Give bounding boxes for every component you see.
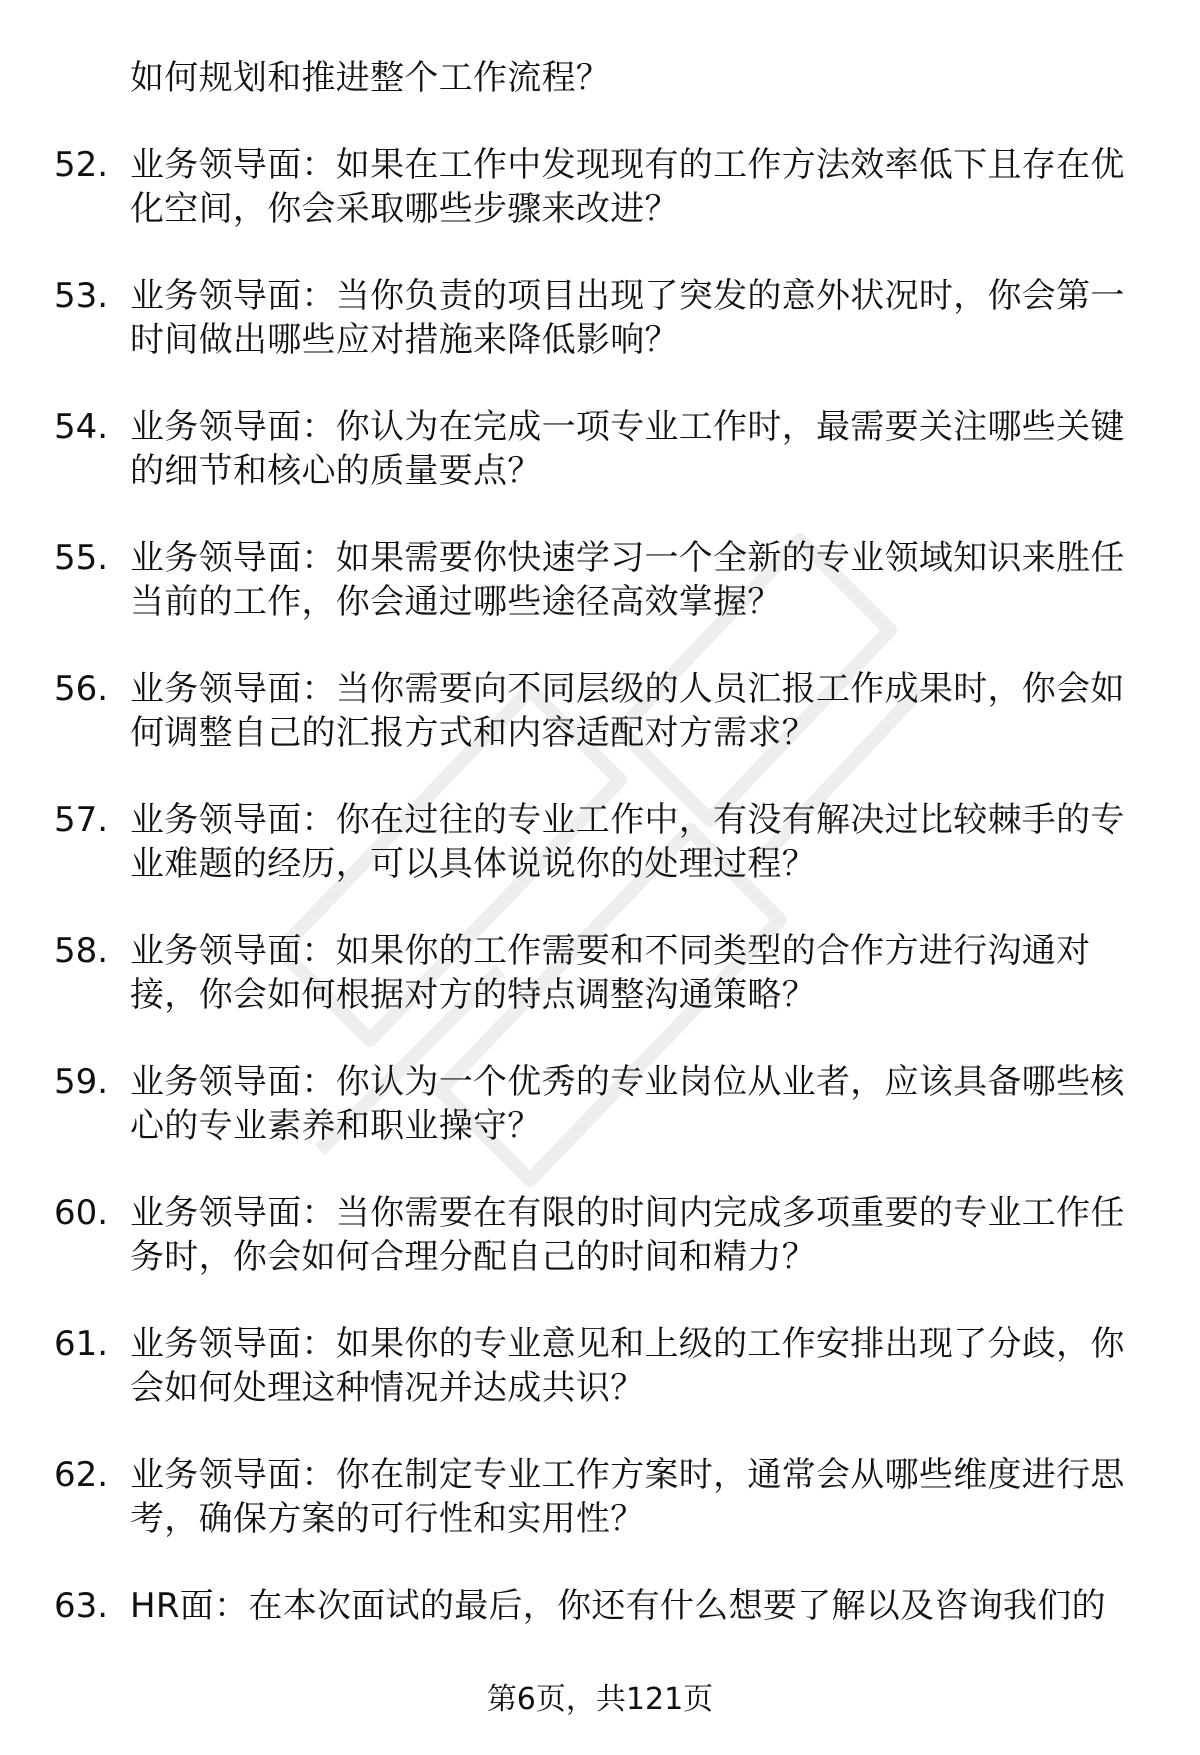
question-text: 如何规划和推进整个工作流程？ bbox=[130, 58, 611, 98]
question-text: HR面：在本次面试的最后，你还有什么想要了解以及咨询我们的 bbox=[130, 1586, 1106, 1626]
question-text: 业务领导面：如果在工作中发现现有的工作方法效率低下且存在优化空间，你会采取哪些步骤来改进？ bbox=[130, 145, 1125, 229]
question-number: 53. bbox=[54, 276, 109, 316]
list-item bbox=[0, 929, 1200, 1017]
question-number: 62. bbox=[54, 1455, 109, 1495]
question-text: 业务领导面：当你负责的项目出现了突发的意外状况时，你会第一时间做出哪些应对措施来降低影响？ bbox=[130, 276, 1125, 360]
list-item bbox=[0, 143, 1200, 231]
list-item bbox=[0, 1453, 1200, 1541]
list-item bbox=[0, 56, 1200, 100]
question-number: 58. bbox=[54, 931, 109, 971]
list-item bbox=[0, 1060, 1200, 1148]
page-footer: 第6页，共121页 bbox=[486, 1682, 714, 1717]
question-text: 业务领导面：当你需要向不同层级的人员汇报工作成果时，你会如何调整自己的汇报方式和内容适配对方需求？ bbox=[130, 669, 1125, 753]
question-text: 业务领导面：如果你的工作需要和不同类型的合作方进行沟通对接，你会如何根据对方的特点调整沟通策略？ bbox=[130, 931, 1091, 1015]
question-number: 63. bbox=[54, 1586, 109, 1626]
question-text: 业务领导面：你认为在完成一项专业工作时，最需要关注哪些关键的细节和核心的质量要点？ bbox=[130, 407, 1125, 491]
question-number: 60. bbox=[54, 1193, 109, 1233]
question-number: 54. bbox=[54, 407, 109, 447]
list-item bbox=[0, 1191, 1200, 1279]
question-text: 业务领导面：如果你的专业意见和上级的工作安排出现了分歧，你会如何处理这种情况并达成共识？ bbox=[130, 1324, 1125, 1408]
question-number: 56. bbox=[54, 669, 109, 709]
question-text: 业务领导面：当你需要在有限的时间内完成多项重要的专业工作任务时，你会如何合理分配自己的时间和精力？ bbox=[130, 1193, 1125, 1277]
list-item bbox=[0, 667, 1200, 755]
question-number: 61. bbox=[54, 1324, 109, 1364]
question-number: 55. bbox=[54, 538, 109, 578]
question-number: 52. bbox=[54, 145, 109, 185]
list-item bbox=[0, 274, 1200, 362]
list-item bbox=[0, 405, 1200, 493]
list-item bbox=[0, 798, 1200, 886]
question-text: 业务领导面：你认为一个优秀的专业岗位从业者，应该具备哪些核心的专业素养和职业操守？ bbox=[130, 1062, 1125, 1146]
question-number: 57. bbox=[54, 800, 109, 840]
list-item bbox=[0, 1584, 1200, 1628]
question-text: 业务领导面：你在制定专业工作方案时，通常会从哪些维度进行思考，确保方案的可行性和实用性？ bbox=[130, 1455, 1125, 1539]
list-item bbox=[0, 1322, 1200, 1410]
question-text: 业务领导面：你在过往的专业工作中，有没有解决过比较棘手的专业难题的经历，可以具体说说你的处理过程？ bbox=[130, 800, 1125, 884]
list-item bbox=[0, 536, 1200, 624]
question-list bbox=[0, 56, 1200, 1628]
question-number: 59. bbox=[54, 1062, 109, 1102]
question-text: 业务领导面：如果需要你快速学习一个全新的专业领域知识来胜任当前的工作，你会通过哪些途径高效掌握？ bbox=[130, 538, 1125, 622]
